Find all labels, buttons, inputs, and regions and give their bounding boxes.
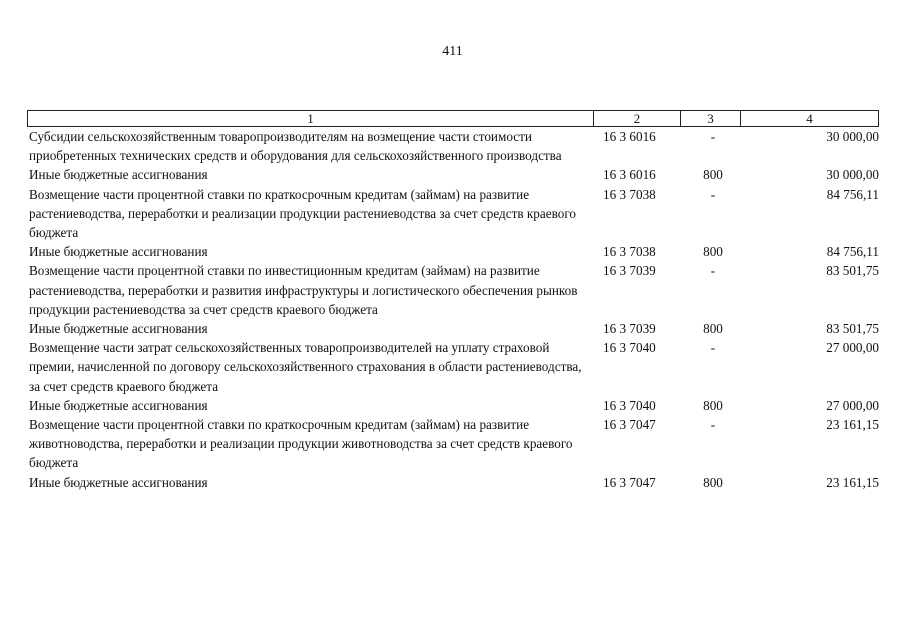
- row-sum: 23 161,15: [826, 417, 879, 433]
- row-description: Возмещение части затрат сельскохозяйственных товаропроизводителей на уплату страховой премии, начисленной по договору сельскохозяйственного страхования в области растениеводства, за счет средств краевого бюджета: [29, 340, 582, 394]
- table-row: [29, 319, 879, 338]
- row-description: Иные бюджетные ассигнования: [29, 321, 208, 337]
- row-expense-type: -: [710, 129, 716, 144]
- row-description: Иные бюджетные ассигнования: [29, 397, 208, 413]
- row-expense-type: 800: [703, 397, 723, 413]
- header-col-2: 2: [594, 111, 681, 126]
- row-sum: 84 756,11: [826, 186, 879, 202]
- row-description: Иные бюджетные ассигнования: [29, 244, 208, 260]
- table-row: [29, 261, 879, 319]
- row-code: 16 3 7040: [603, 397, 656, 413]
- row-code: 16 3 7038: [603, 186, 656, 202]
- table-row: [29, 473, 879, 492]
- row-code: 16 3 7038: [603, 244, 656, 260]
- row-sum: 30 000,00: [826, 129, 879, 144]
- row-description: Возмещение части процентной ставки по инвестиционным кредитам (займам) на развитие растениеводства, переработки и развития инфраструктуры и логистического обеспечения рынков продукции растениеводства за счет средств краевого бюджета: [29, 263, 578, 317]
- table-body: [29, 127, 879, 492]
- row-sum: 83 501,75: [826, 321, 879, 337]
- row-sum: 84 756,11: [826, 244, 879, 260]
- row-expense-type: -: [710, 263, 716, 279]
- row-expense-type: 800: [703, 321, 723, 337]
- row-expense-type: -: [710, 186, 716, 202]
- table-row: [29, 415, 879, 473]
- row-sum: 23 161,15: [826, 474, 879, 490]
- row-expense-type: 800: [703, 244, 723, 260]
- row-sum: 30 000,00: [826, 167, 879, 183]
- table-row: [29, 185, 879, 243]
- table-row: [29, 127, 879, 165]
- table-row: [29, 165, 879, 184]
- table-row: [29, 396, 879, 415]
- row-description: Субсидии сельскохозяйственным товаропроизводителям на возмещение части стоимости приобретенных технических средств и оборудования для сельскохозяйственного производства: [29, 129, 562, 164]
- page-number: 411: [442, 44, 463, 59]
- row-description: Иные бюджетные ассигнования: [29, 474, 208, 490]
- row-code: 16 3 7039: [603, 321, 656, 337]
- row-sum: 83 501,75: [826, 263, 879, 279]
- row-description: Возмещение части процентной ставки по краткосрочным кредитам (займам) на развитие животноводства, переработки и реализации продукции животноводства за счет средств краевого бюджета: [29, 417, 573, 471]
- table-row: [29, 242, 879, 261]
- row-description: Иные бюджетные ассигнования: [29, 167, 208, 183]
- row-expense-type: -: [710, 340, 716, 356]
- row-expense-type: 800: [703, 167, 723, 183]
- table-header: [27, 110, 879, 127]
- row-code: 16 3 6016: [603, 129, 656, 144]
- row-description: Возмещение части процентной ставки по краткосрочным кредитам (займам) на развитие растениеводства, переработки и реализации продукции растениеводства за счет средств краевого бюджета: [29, 186, 577, 241]
- header-col-4: 4: [806, 111, 813, 126]
- row-expense-type: -: [710, 417, 716, 433]
- row-sum: 27 000,00: [826, 397, 879, 413]
- row-code: 16 3 6016: [603, 167, 656, 183]
- table-row: [29, 338, 879, 396]
- header-col-1: 1: [28, 111, 594, 126]
- row-code: 16 3 7040: [603, 340, 656, 356]
- row-code: 16 3 7047: [603, 417, 656, 433]
- row-code: 16 3 7039: [603, 263, 656, 279]
- row-expense-type: 800: [703, 474, 723, 490]
- row-code: 16 3 7047: [603, 474, 656, 490]
- header-col-3: 3: [681, 111, 741, 126]
- row-sum: 27 000,00: [826, 340, 879, 356]
